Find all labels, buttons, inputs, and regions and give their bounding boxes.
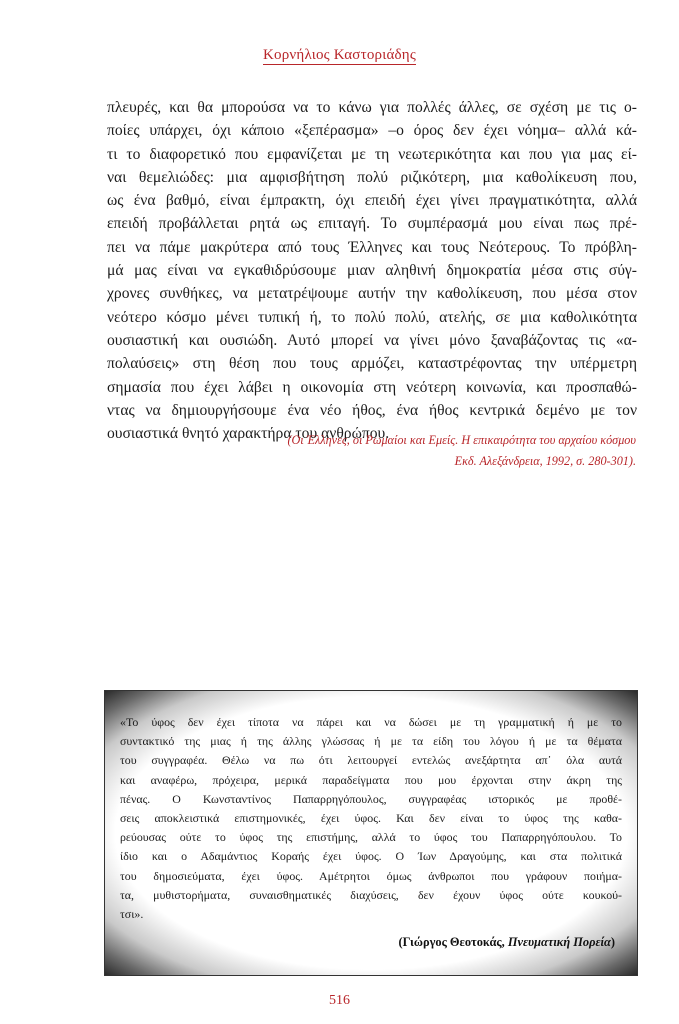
running-head <box>0 47 679 64</box>
quote-line: του συγγραφέα. Θέλω να πω ότι λειτουργεί εντελώς ανεξάρτητα απ᾽ όλα αυτά <box>120 753 622 768</box>
text-line: ντας να δημιουργήσουμε ένα νέο ήθος, ένα ήθος κεντρικά δεμένο με τον <box>107 401 637 419</box>
text-line: μά μας είναι να εγκαθιδρύσουμε μιαν αληθινή δημοκρατία μέσα στις σύγ- <box>107 262 637 280</box>
quote-line: του δημοσιεύματα, έχει ύφος. Αμέτρητοι όμως άνθρωποι που γράφουν ποιήμα- <box>120 868 622 883</box>
quote-line: τσι». <box>120 907 144 922</box>
quote-line: ρεύουσας ούτε το ύφος της επιστήμης, αλλά το ύφος του Παπαρρηγόπουλου. Το <box>120 830 622 845</box>
text-line: ουσιαστική και ουσιώδη. Αυτό μπορεί να γίνει μόνο ξαναβάζοντας τις «α- <box>107 331 637 349</box>
quote-line: συντακτικό της μιας ή της άλλης γλώσσας ή με τα είδη του λόγου ή με τα θέματα <box>120 734 622 749</box>
text-line: ναι θεμελιώδες: μια αμφισβήτηση πολύ ριζικότερη, μια καθολίκευση που, <box>107 168 637 186</box>
quote-source-close: ) <box>610 935 615 949</box>
source-citation <box>116 430 636 472</box>
quote-line: πένας. Ο Κωνσταντίνος Παπαρρηγόπουλος, συγγραφέας ιστορικός με προθέ- <box>120 791 622 806</box>
quote-box <box>104 690 638 976</box>
text-line: νεότερο κόσμο μένει τυπική ή, το πολύ πολύ, ατελής, σε μια καθολικότητα <box>107 308 637 326</box>
text-line: ως ένα βαθμό, είναι έμπρακτη, όχι επειδή έχει γίνει πραγματικότητα, αλλά <box>107 192 637 210</box>
page-number: 516 <box>329 993 350 1008</box>
text-line: ποίες υπάρχει, όχι κάποιο «ξεπέρασμα» –ο όρος δεν έχει νόημα– αλλά κά- <box>107 122 637 140</box>
running-head-title: Κορνήλιος Καστοριάδης <box>263 47 416 63</box>
quote-source-work: Πνευματική Πορεία <box>507 935 611 949</box>
quote-line: σεις αποκλειστικά επιστημονικές, έχει ύφος. Και δεν είναι το ύφος της καθα- <box>120 811 622 826</box>
text-line: τι το διαφορετικό που εμφανίζεται με τη νεωτερικότητα και που για μας εί- <box>107 145 637 163</box>
quote-line: «Το ύφος δεν έχει τίποτα να πάρει και να δώσει με τη γραμματική ή με το <box>120 715 622 729</box>
text-line: πει να πάμε μακρύτερα από τους Έλληνες και τους Νεότερους. Το πρόβλη- <box>107 238 637 256</box>
text-line: επειδή προβάλλεται ρητά ως επιταγή. Το συμπέρασμά μου είναι πως πρέ- <box>107 215 637 233</box>
text-line: πλευρές, και θα μπορούσα να το κάνω για πολλές άλλες, σε σχέση με τις ο- <box>107 99 637 116</box>
citation-line-1: (Οι Έλληνες, οι Ρωμαίοι και Εμείς. Η επικαιρότητα του αρχαίου κόσμου <box>287 433 636 447</box>
text-line: πολαύσεις» στη θέση που τους αρμόζει, καταστρέφοντας την υπέρμετρη <box>107 355 637 373</box>
quote-text <box>120 713 622 924</box>
quote-source-author: Γιώργος Θεοτοκάς, <box>402 935 505 949</box>
text-line: ουσιαστικά θνητό χαρακτήρα του ανθρώπου. <box>107 425 390 443</box>
quote-line: ίδιο και ο Αδαμάντιος Κοραής έχει ύφος. Ο Ίων Δραγούμης, και στα πολιτικά <box>120 849 622 864</box>
citation-line-2: Εκδ. Αλεξάνδρεια, 1992, σ. 280-301). <box>454 454 636 468</box>
quote-source-open: ( <box>398 935 403 949</box>
quote-source <box>398 935 615 950</box>
quote-line: και αναφέρω, πρόχειρα, μερικά παραδείγματα που μου έρχονται στην άκρη της <box>120 772 622 787</box>
quote-line: τα, μυθιστορήματα, συναισθηματικές διαχύσεις, δεν έχουν ύφος ούτε κουκού- <box>120 887 622 902</box>
text-line: σημασία που έχει λάβει η οικονομία στη νεότερη κοινωνία, και προσπαθώ- <box>107 378 637 396</box>
text-line: χρονες συνθήκες, να μετατρέψουμε αυτήν την καθολίκευση, που μέσα στον <box>107 285 637 303</box>
main-paragraph <box>107 96 637 445</box>
